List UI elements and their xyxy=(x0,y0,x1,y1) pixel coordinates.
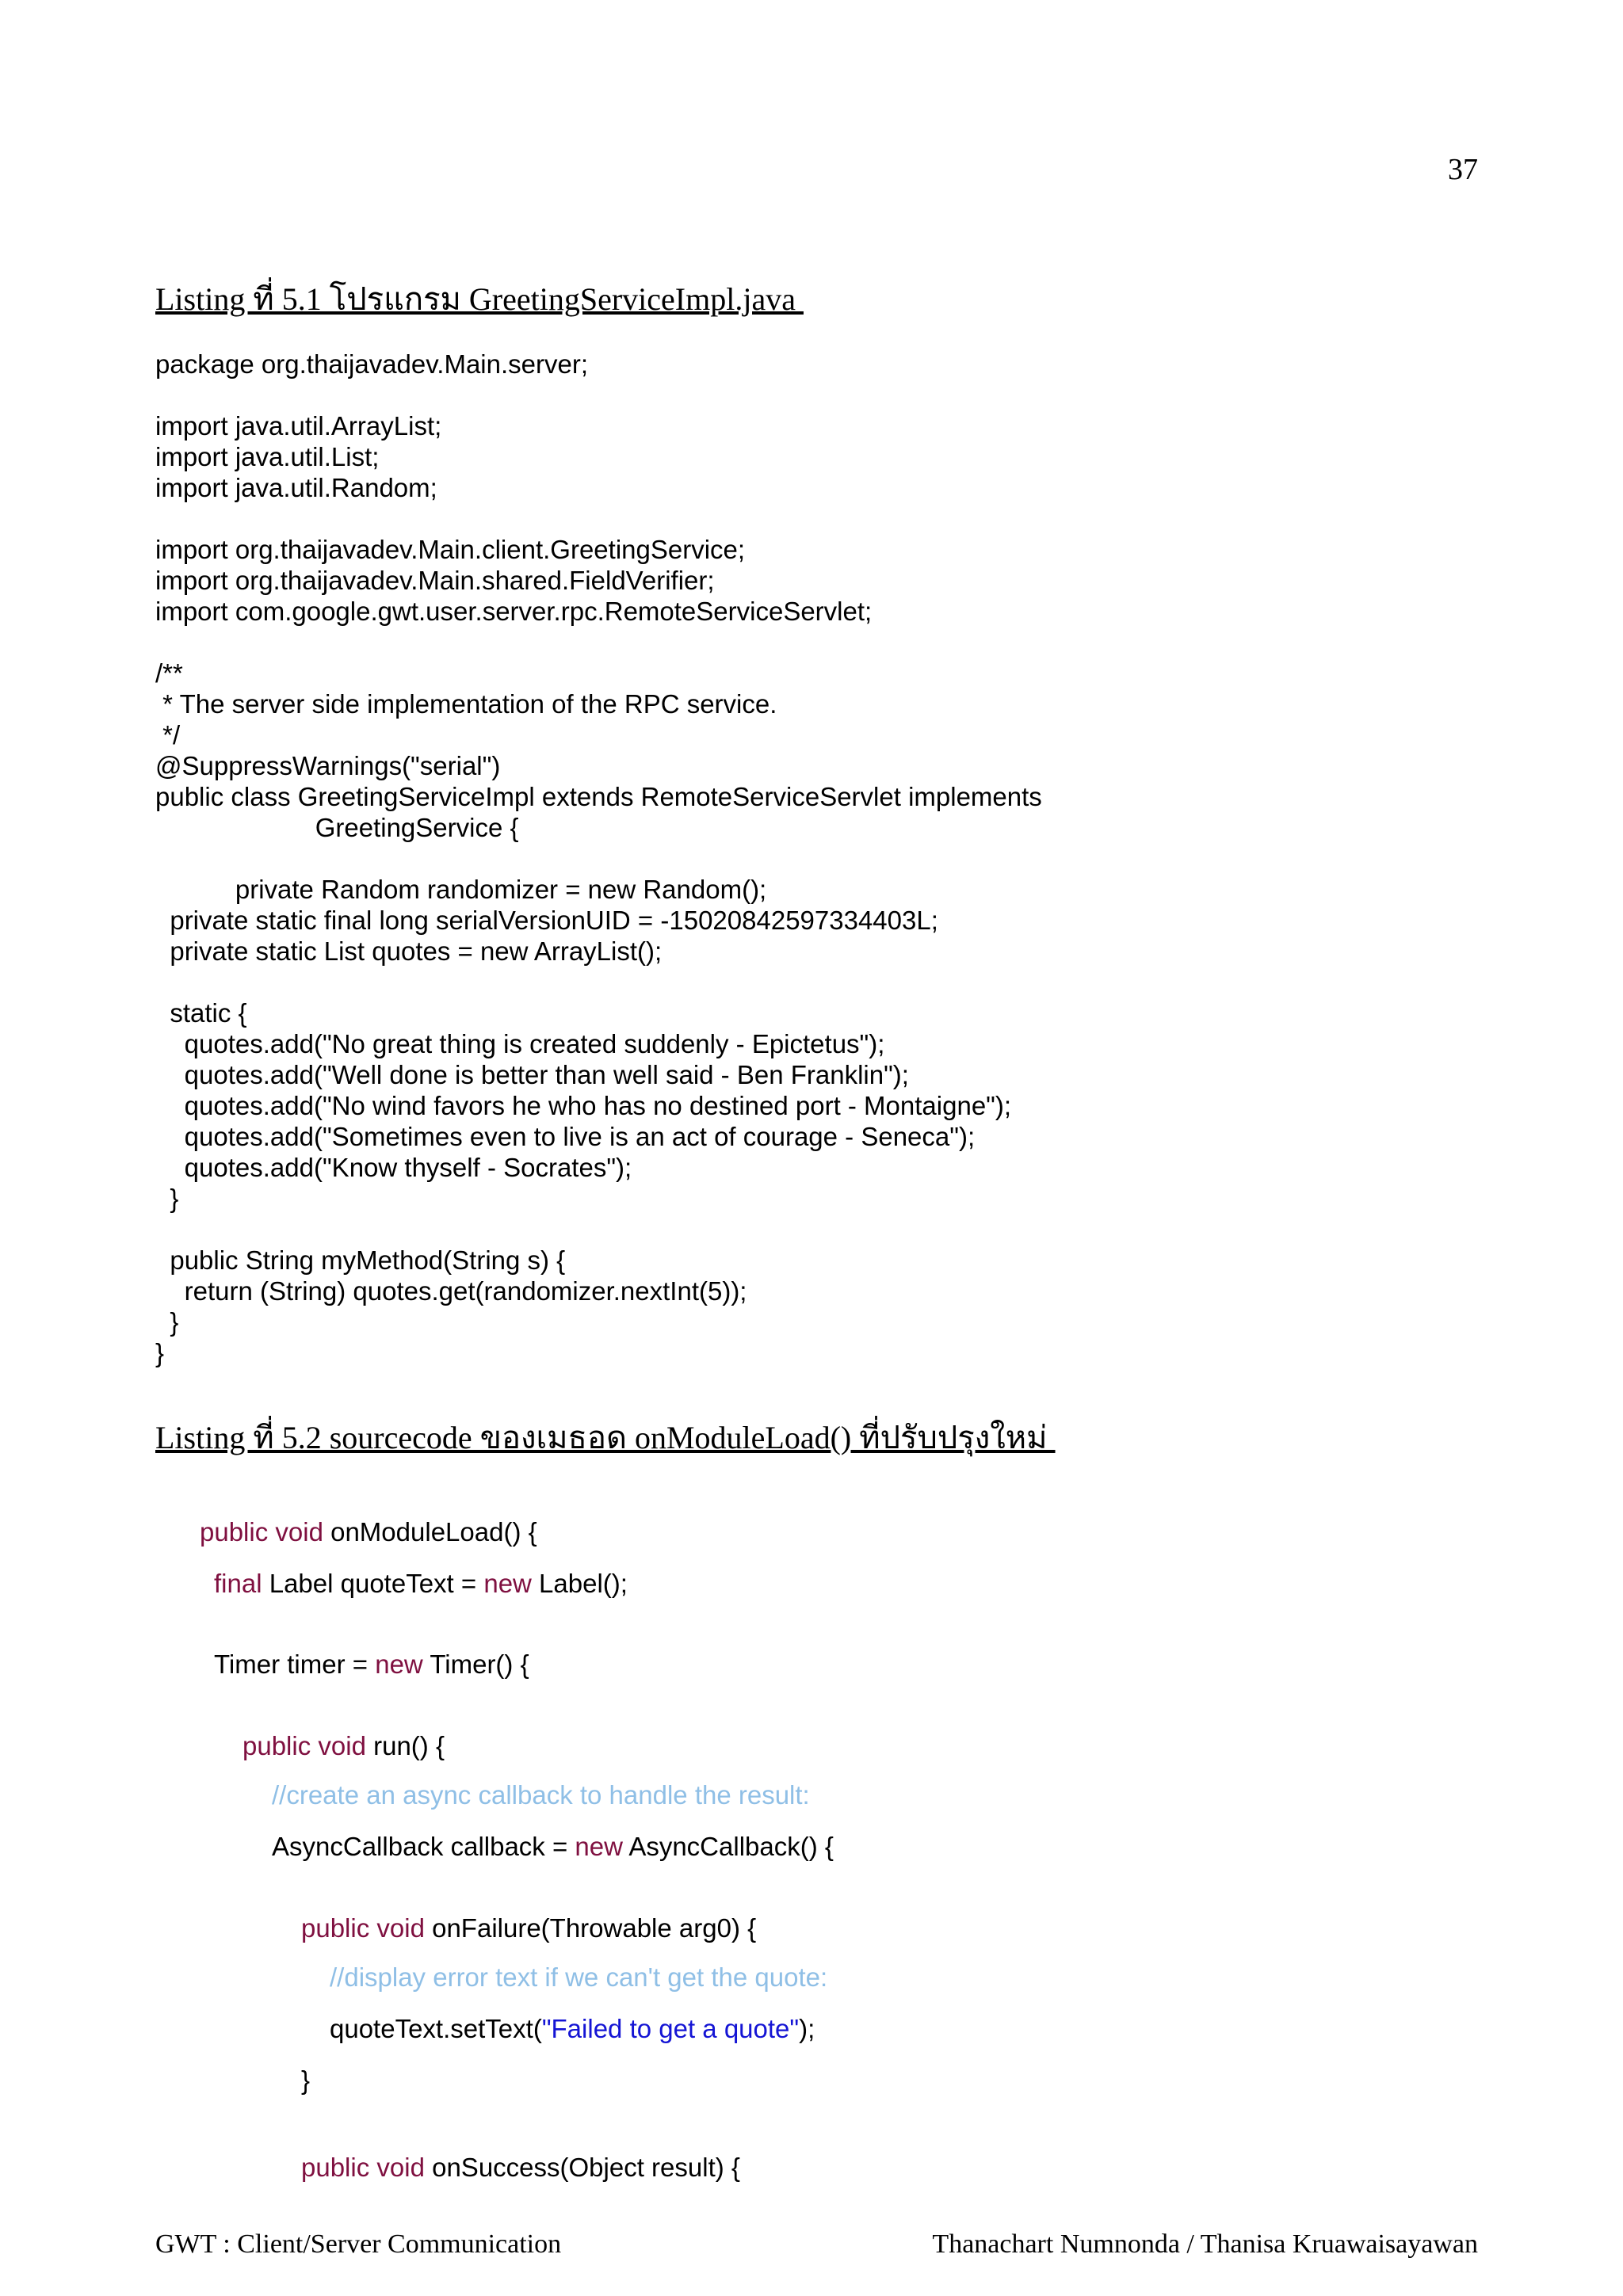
code-line xyxy=(301,2152,740,2183)
code-line xyxy=(155,379,1042,410)
code-line: } xyxy=(155,1184,179,1213)
code-line xyxy=(330,1962,827,1993)
code-line xyxy=(155,627,1042,658)
code-keyword: public void xyxy=(301,1913,425,1943)
code-line: public String myMethod(String s) { xyxy=(155,1245,566,1275)
code-line: import java.util.List; xyxy=(155,442,380,471)
code-line xyxy=(272,1831,834,1863)
code-line xyxy=(200,1516,537,1548)
code-line xyxy=(155,967,1042,997)
code-text: onModuleLoad() { xyxy=(323,1517,537,1547)
listing-5-2-title: Listing ที่ 5.2 sourcecode ของเมธอด onModuleLoad() ที่ปรับปรุงใหม่ xyxy=(155,1420,1056,1455)
code-line: quotes.add("No wind favors he who has no destined port - Montaigne"); xyxy=(155,1091,1012,1120)
code-keyword: new xyxy=(375,1650,423,1679)
code-line xyxy=(242,1730,445,1762)
code-line xyxy=(272,1779,810,1811)
code-text: run() { xyxy=(365,1731,445,1760)
code-line: */ xyxy=(155,720,181,749)
code-line: static { xyxy=(155,998,247,1028)
code-line: return (String) quotes.get(randomizer.nextInt(5)); xyxy=(155,1276,747,1306)
footer-right: Thanachart Numnonda / Thanisa Kruawaisayawan xyxy=(932,2229,1478,2259)
code-string: "Failed to get a quote" xyxy=(541,2014,800,2043)
code-line: import java.util.Random; xyxy=(155,473,437,502)
code-line: import java.util.ArrayList; xyxy=(155,411,442,441)
code-line: GreetingService { xyxy=(155,813,519,842)
code-keyword: public void xyxy=(200,1517,323,1547)
code-line: @SuppressWarnings("serial") xyxy=(155,751,501,780)
code-text: ); xyxy=(799,2014,815,2043)
code-text: Timer timer = xyxy=(214,1650,376,1679)
code-line xyxy=(155,843,1042,874)
code-line: } xyxy=(155,1307,179,1337)
code-text: Label(); xyxy=(531,1569,628,1598)
code-line xyxy=(155,1214,1042,1245)
code-keyword: final xyxy=(214,1569,262,1598)
code-line: quotes.add("No great thing is created suddenly - Epictetus"); xyxy=(155,1029,885,1058)
code-text: Label quoteText = xyxy=(262,1569,484,1598)
code-line: import com.google.gwt.user.server.rpc.RemoteServiceServlet; xyxy=(155,597,873,626)
code-line: private static final long serialVersionUID = -15020842597334403L; xyxy=(155,906,938,935)
code-text: AsyncCallback callback = xyxy=(272,1832,575,1861)
code-text: onFailure(Throwable arg0) { xyxy=(424,1913,757,1943)
code-line xyxy=(330,2013,815,2045)
code-keyword: new xyxy=(483,1569,532,1598)
code-comment: //display error text if we can't get the quote: xyxy=(330,1962,828,1992)
code-line xyxy=(214,1649,529,1680)
code-line: quotes.add("Well done is better than well said - Ben Franklin"); xyxy=(155,1060,909,1089)
code-line: /** xyxy=(155,658,183,688)
footer-left: GWT : Client/Server Communication xyxy=(155,2229,562,2259)
code-text: } xyxy=(301,2065,311,2095)
code-keyword: public void xyxy=(242,1731,366,1760)
code-text: onSuccess(Object result) { xyxy=(424,2153,740,2182)
code-line: import org.thaijavadev.Main.shared.FieldVerifier; xyxy=(155,566,715,595)
code-text: AsyncCallback() { xyxy=(622,1832,834,1861)
code-line xyxy=(214,1568,628,1600)
page-number: 37 xyxy=(1448,153,1478,186)
code-line: private Random randomizer = new Random(); xyxy=(155,875,767,904)
code-line xyxy=(301,2065,310,2096)
code-line: package org.thaijavadev.Main.server; xyxy=(155,349,589,379)
code-text: Timer() { xyxy=(422,1650,529,1679)
code-text: quoteText.setText( xyxy=(330,2014,542,2043)
code-line: } xyxy=(155,1338,165,1367)
code-keyword: new xyxy=(575,1832,623,1861)
code-comment: //create an async callback to handle the result: xyxy=(272,1780,810,1810)
listing-5-1-title: Listing ที่ 5.1 โปรแกรม GreetingServiceImpl.java xyxy=(155,281,804,317)
code-line: quotes.add("Know thyself - Socrates"); xyxy=(155,1153,632,1182)
code-line xyxy=(301,1913,756,1944)
code-line: * The server side implementation of the RPC service. xyxy=(155,689,777,719)
code-line: public class GreetingServiceImpl extends RemoteServiceServlet implements xyxy=(155,782,1042,811)
code-line: quotes.add("Sometimes even to live is an act of courage - Seneca"); xyxy=(155,1122,976,1151)
code-line xyxy=(155,503,1042,534)
code-line: import org.thaijavadev.Main.client.GreetingService; xyxy=(155,535,746,564)
code-keyword: public void xyxy=(301,2153,425,2182)
code-line: private static List quotes = new ArrayList(); xyxy=(155,936,663,966)
listing-5-1-code xyxy=(155,349,1042,1368)
